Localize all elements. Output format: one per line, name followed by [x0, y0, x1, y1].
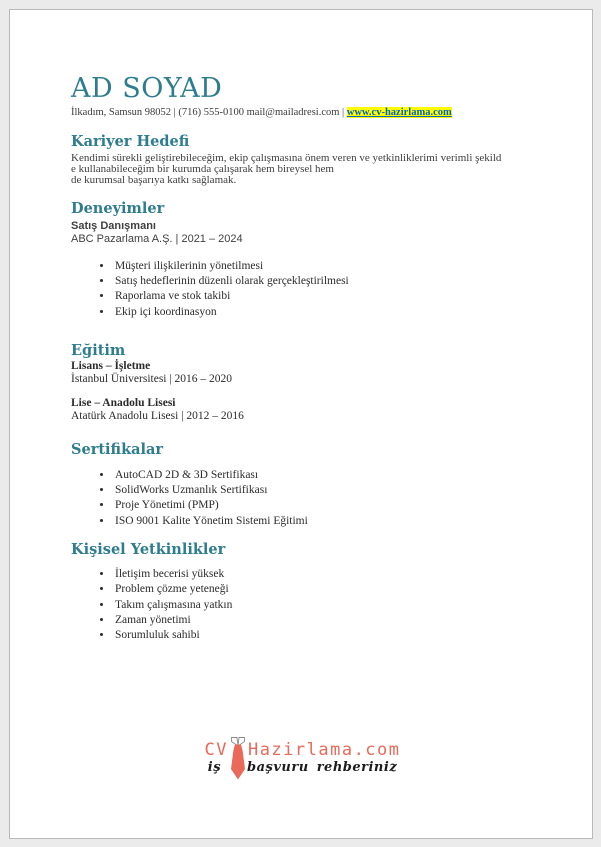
list-item: • Problem çözme yeteneği [113, 582, 534, 597]
list-item: • Satış hedeflerinin düzenli olarak gerçekleştirilmesi [113, 274, 534, 289]
logo-wordmark [71, 740, 534, 760]
skills-bullet-list [71, 567, 534, 643]
experience-bullet-list [71, 259, 534, 320]
list-item: • İletişim becerisi yüksek [113, 567, 534, 582]
slogan-rest: başvuru rehberiniz [247, 760, 398, 776]
section-title-education: Eğitim [71, 341, 126, 359]
cv-page [9, 9, 593, 839]
section-title-experience: Deneyimler [71, 199, 165, 217]
footer-logo [71, 736, 534, 774]
website-link[interactable]: www.cv-hazirlama.com [346, 107, 452, 118]
school-dates-line: İstanbul Üniversitesi | 2016 – 2020 [71, 372, 233, 385]
tie-icon [230, 737, 246, 781]
career-objective-paragraph [71, 153, 534, 187]
paragraph-line: e kullanabileceğim bir kurumda çalışarak hem bireysel hem [71, 163, 334, 176]
paragraph-line: de kurumsal başarıya katkı sağlamak. [71, 174, 237, 187]
section-title-career: Kariyer Hedefi [71, 133, 190, 150]
list-item: • AutoCAD 2D & 3D Sertifikası [113, 468, 534, 483]
contact-line [71, 106, 534, 119]
certificates-bullet-list [71, 468, 534, 529]
list-item: • SolidWorks Uzmanlık Sertifikası [113, 483, 534, 498]
list-item: • Ekip içi koordinasyon [113, 305, 534, 320]
slogan-word-is: iş [207, 760, 222, 776]
list-item: • Sorumluluk sahibi [113, 628, 534, 643]
list-item: • Raporlama ve stok takibi [113, 289, 534, 304]
logo-text-cv: CV [204, 740, 228, 761]
list-item: • Zaman yönetimi [113, 613, 534, 628]
list-item: • Takım çalışmasına yatkın [113, 598, 534, 613]
contact-text: İlkadım, Samsun 98052 | (716) 555-0100 mail@mailadresi.com | [71, 107, 347, 118]
degree-title: Lise – Anadolu Lisesi [71, 396, 176, 409]
list-item: • Proje Yönetimi (PMP) [113, 498, 534, 513]
degree-title: Lisans – İşletme [71, 359, 151, 372]
school-dates-line: Atatürk Anadolu Lisesi | 2012 – 2016 [71, 409, 244, 422]
list-item: • ISO 9001 Kalite Yönetim Sistemi Eğitimi [113, 514, 534, 529]
logo-text-domain: Hazirlama.com [247, 740, 401, 761]
section-title-certificates: Sertifikalar [71, 440, 164, 458]
company-dates-line: ABC Pazarlama A.Ş. | 2021 – 2024 [71, 232, 243, 245]
logo-slogan [71, 761, 534, 774]
list-item: • Müşteri ilişkilerinin yönetilmesi [113, 259, 534, 274]
paragraph-line: Kendimi sürekli geliştirebileceğim, ekip çalışmasına önem veren ve yetkinliklerimi verimli şekild [71, 152, 502, 164]
section-title-skills: Kişisel Yetkinlikler [71, 540, 226, 558]
name-heading: AD SOYAD [71, 73, 223, 104]
job-title: Satış Danışmanı [71, 219, 156, 232]
